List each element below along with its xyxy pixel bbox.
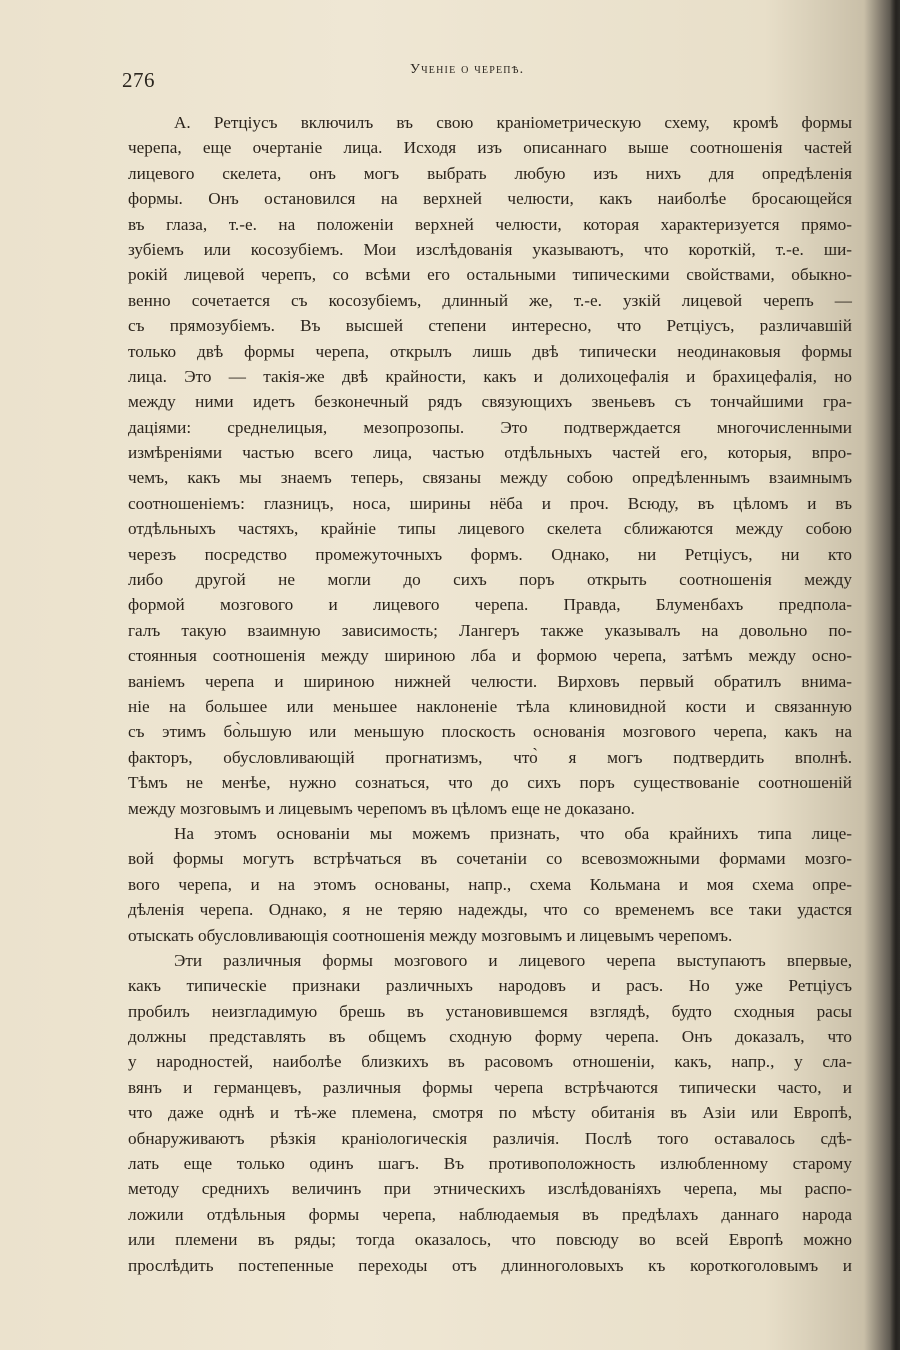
text-line: ложили отдѣльныя формы черепа, наблюдаемыя въ предѣлахъ даннаго народа <box>128 1204 852 1224</box>
text-line: только двѣ формы черепа, открылъ лишь двѣ типически неодинаковыя формы <box>128 341 852 361</box>
text-line: даціями: среднелицыя, мезопрозопы. Это подтверждается многочисленными <box>128 417 852 437</box>
text-line: зубіемъ или косозубіемъ. Мои изслѣдованія указываютъ, что короткій, т.-е. ши- <box>128 239 852 259</box>
text-line: А. Ретціусъ включилъ въ свою краніометрическую схему, кромѣ формы <box>174 113 852 132</box>
text-line: отдѣльныхъ частяхъ, крайніе типы лицевого скелета сближаются между собою <box>128 519 852 539</box>
text-line: факторъ, обусловливающій прогнатизмъ, что̀ я могъ подтвердить вполнѣ. <box>128 747 852 767</box>
running-title: Ученіе о черепѣ. <box>410 62 525 77</box>
text-line: методу среднихъ величинъ при этническихъ изслѣдованіяхъ черепа, мы распо- <box>128 1179 852 1199</box>
body-text <box>128 110 852 1278</box>
text-line: черепа, еще очертаніе лица. Исходя изъ описаннаго выше соотношенія частей <box>128 138 852 158</box>
text-line: венно сочетается съ косозубіемъ, длинный же, т.-е. узкій лицевой черепъ — <box>128 290 852 310</box>
text-line: либо другой не могли до сихъ поръ открыть соотношенія между <box>128 570 852 590</box>
text-line: Тѣмъ не менѣе, нужно сознаться, что до сихъ поръ существованіе соотношеній <box>128 773 852 793</box>
text-line: между мозговымъ и лицевымъ черепомъ въ цѣломъ еще не доказано. <box>128 798 635 818</box>
text-line: черезъ посредство промежуточныхъ формъ. Однако, ни Ретціусъ, ни кто <box>128 544 852 564</box>
page-number: 276 <box>122 68 155 92</box>
text-line: ніе на большее или меньшее наклоненіе тѣла клиновидной кости и связанную <box>128 696 852 716</box>
text-line: прослѣдить постепенные переходы отъ длинноголовыхъ къ короткоголовымъ и <box>128 1255 852 1275</box>
text-line: рокій лицевой черепъ, со всѣми его остальными типическими свойствами, обыкно- <box>128 265 852 285</box>
text-line: или племени въ ряды; тогда оказалось, что повсюду во всей Европѣ можно <box>128 1230 852 1250</box>
text-line: чемъ, какъ мы знаемъ теперь, связаны между собою опредѣленнымъ взаимнымъ <box>128 468 852 488</box>
page-edge-shadow <box>890 0 900 1350</box>
text-line: стоянныя соотношенія между шириною лба и формою черепа, затѣмъ между осно- <box>128 646 852 666</box>
text-line: должны представлять въ общемъ сходную форму черепа. Онъ доказалъ, что <box>128 1027 852 1047</box>
text-line: дѣленія черепа. Однако, я не теряю надежды, что со временемъ все таки удастся <box>128 900 852 920</box>
text-line: вого черепа, и на этомъ основаны, напр., схема Кольмана и моя схема опре- <box>128 874 852 894</box>
text-line: съ этимъ бо̀льшую или меньшую плоскость основанія мозгового черепа, какъ на <box>128 722 852 742</box>
page-header <box>122 62 852 98</box>
text-line: отыскать обусловливающія соотношенія между мозговымъ и лицевымъ черепомъ. <box>128 925 733 945</box>
text-line: лица. Это — такія-же двѣ крайности, какъ и долихоцефалія и брахицефалія, но <box>128 366 852 386</box>
text-line: вянъ и германцевъ, различныя формы черепа встрѣчаются типически часто, и <box>128 1077 852 1097</box>
text-line: въ глаза, т.-е. на положеніи верхней челюсти, которая характеризуется прямо- <box>128 214 852 234</box>
text-line: пробилъ неизгладимую брешь въ установившемся взглядѣ, будто сходныя расы <box>128 1001 852 1021</box>
text-line: Эти различныя формы мозгового и лицевого черепа выступаютъ впервые, <box>174 950 852 970</box>
text-line: измѣреніями частью всего лица, частью отдѣльныхъ частей его, которыя, впро- <box>128 443 852 463</box>
text-line: лицевого скелета, онъ могъ выбрать любую изъ нихъ для опредѣленія <box>128 163 852 183</box>
text-line: какъ типическіе признаки различныхъ народовъ и расъ. Но уже Ретціусъ <box>128 976 852 996</box>
text-line: обнаруживаютъ рѣзкія краніологическія различія. Послѣ того оставалось сдѣ- <box>128 1128 852 1148</box>
text-line: соотношеніемъ: глазницъ, носа, ширины нёба и проч. Всюду, въ цѣломъ и въ <box>128 493 852 513</box>
text-line: вой формы могутъ встрѣчаться въ сочетаніи со всевозможными формами мозго- <box>128 849 852 869</box>
text-line: у народностей, наиболѣе близкихъ въ расовомъ отношеніи, какъ, напр., у сла- <box>128 1052 852 1072</box>
text-line: формы. Онъ остановился на верхней челюсти, какъ наиболѣе бросающейся <box>128 189 852 209</box>
text-line: что даже однѣ и тѣ-же племена, смотря по мѣсту обитанія въ Азіи или Европѣ, <box>128 1103 852 1123</box>
text-line: На этомъ основаніи мы можемъ признать, что оба крайнихъ типа лице- <box>174 823 852 843</box>
text-line: между ними идетъ безконечный рядъ связующихъ звеньевъ съ тончайшими гра- <box>128 392 852 412</box>
text-line: формой мозгового и лицевого черепа. Правда, Блуменбахъ предпола- <box>128 595 852 615</box>
text-line: ваніемъ черепа и шириною нижней челюсти. Вирховъ первый обратилъ внима- <box>128 671 852 691</box>
text-line: лать еще только одинъ шагъ. Въ противоположность излюбленному старому <box>128 1154 852 1174</box>
text-line: съ прямозубіемъ. Въ высшей степени интересно, что Ретціусъ, различавшій <box>128 316 852 336</box>
text-line: галъ такую взаимную зависимость; Лангеръ также указывалъ на довольно по- <box>128 620 852 640</box>
